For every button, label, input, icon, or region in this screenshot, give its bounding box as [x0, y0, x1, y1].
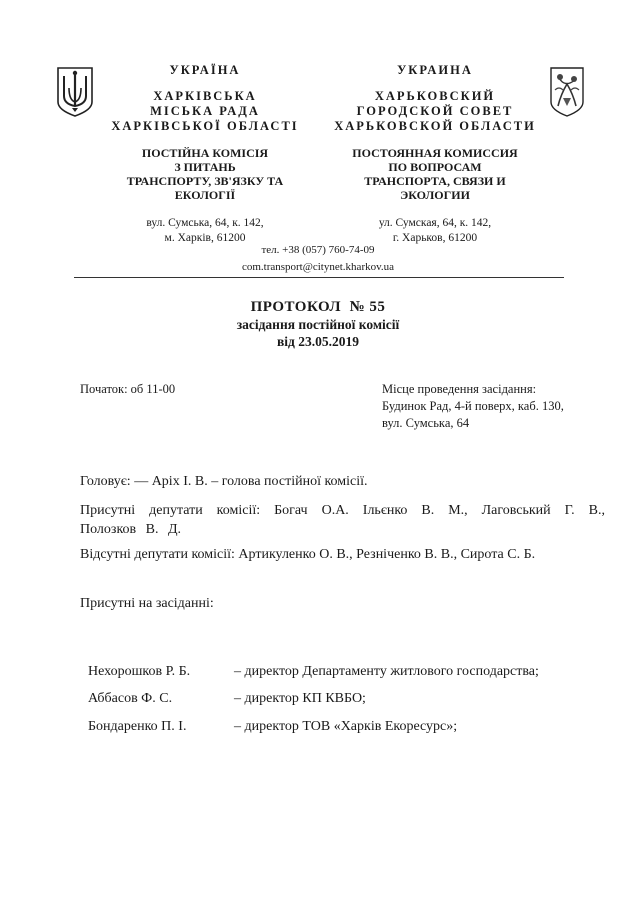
country-ua: УКРАЇНА: [169, 63, 241, 77]
place-building: Будинок Рад, 4-й поверх, каб. 130,: [382, 399, 564, 413]
attendee-name: Нехорошков Р. Б.: [88, 664, 191, 679]
org-line-2: ГОРОДСКОЙ СОВЕТ: [356, 104, 514, 118]
phone: тел. +38 (057) 760-74-09: [261, 244, 375, 256]
committee-line-2: ПО ВОПРОСАМ: [388, 160, 482, 174]
org-line-1: ХАРКІВСЬКА: [153, 89, 257, 103]
committee-line-1: ПОСТОЯННАЯ КОМИССИЯ: [352, 146, 518, 160]
committee-line-4: ЭКОЛОГИИ: [400, 188, 470, 202]
protocol-date: від 23.05.2019: [277, 334, 359, 349]
org-line-1: ХАРЬКОВСКИЙ: [374, 89, 496, 103]
header-left: [100, 63, 310, 246]
attendee-name: Аббасов Ф. С.: [88, 691, 173, 706]
present-deputies: Присутні депутати комісії: Богач О.А. Ільєнко В. М., Лаговський Г. В., Полозков В. Д.: [80, 503, 605, 537]
committee-line-2: З ПИТАНЬ: [174, 160, 236, 174]
document-title: [150, 298, 486, 350]
email: com.transport@citynet.kharkov.ua: [241, 261, 395, 273]
contacts: [180, 242, 456, 276]
attendee-role: – директор КП КВБО;: [234, 691, 366, 706]
committee-line-4: ЕКОЛОГІЇ: [174, 188, 236, 202]
committee-line-1: ПОСТІЙНА КОМІСІЯ: [141, 146, 269, 160]
address-line-2: г. Харьков, 61200: [392, 232, 478, 244]
attendee-name: Бондаренко П. І.: [88, 719, 187, 734]
chair-line: Головує: — Аріх І. В. – голова постійної комісії.: [80, 474, 368, 489]
country-ru: УКРАИНА: [397, 63, 473, 77]
header-right: [330, 63, 540, 246]
absent-deputies: Відсутні депутати комісії: Артикуленко О. В., Резніченко В. В., Сирота С. Б.: [80, 547, 536, 562]
address-line-1: ул. Сумская, 64, к. 142,: [378, 217, 492, 229]
ukraine-trident-emblem-icon: [56, 66, 94, 118]
header-divider: [74, 277, 564, 278]
attendee-role: – директор ТОВ «Харків Екоресурс»;: [234, 719, 458, 734]
protocol-subtitle: засідання постійної комісії: [236, 317, 400, 332]
protocol-number: ПРОТОКОЛ № 55: [250, 299, 386, 315]
committee-line-3: ТРАНСПОРТА, СВЯЗИ И: [364, 174, 506, 188]
org-line-3: ХАРЬКОВСКОЙ ОБЛАСТИ: [334, 119, 536, 133]
org-line-2: МІСЬКА РАДА: [150, 104, 260, 118]
org-line-3: ХАРКІВСЬКОЇ ОБЛАСТІ: [111, 119, 299, 133]
place-label: Місце проведення засідання:: [382, 382, 537, 396]
committee-line-3: ТРАНСПОРТУ, ЗВ'ЯЗКУ ТА: [126, 174, 284, 188]
address-line-2: м. Харків, 61200: [164, 232, 246, 244]
attendee-role: – директор Департаменту житлового господарства;: [234, 664, 539, 679]
kharkiv-coat-of-arms-icon: [549, 66, 585, 118]
place-street: вул. Сумська, 64: [382, 416, 470, 430]
meeting-start: Початок: об 11-00: [80, 382, 176, 396]
meeting-place: [382, 381, 612, 432]
present-at-meeting-label: Присутні на засіданні:: [80, 596, 214, 611]
address-line-1: вул. Сумська, 64, к. 142,: [146, 217, 264, 229]
